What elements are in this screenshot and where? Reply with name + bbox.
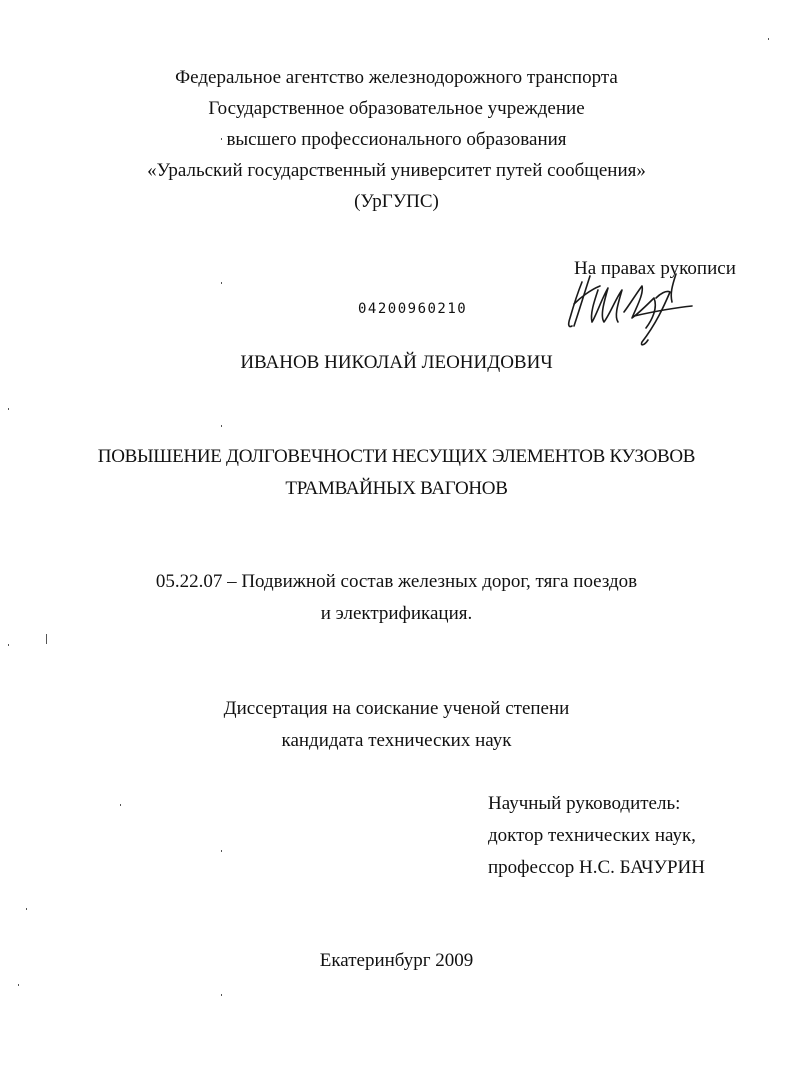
scan-speck <box>120 804 121 806</box>
supervisor-name: профессор Н.С. БАЧУРИН <box>488 857 705 878</box>
scan-speck <box>221 282 222 284</box>
author-name: ИВАНОВ НИКОЛАЙ ЛЕОНИДОВИЧ <box>240 352 553 373</box>
registration-number: 04200960210 <box>358 301 468 317</box>
scan-speck <box>221 425 222 427</box>
degree-line-2: кандидата технических наук <box>281 730 512 751</box>
dissertation-title-line-1: ПОВЫШЕНИЕ ДОЛГОВЕЧНОСТИ НЕСУЩИХ ЭЛЕМЕНТОВ КУЗОВОВ <box>97 446 696 467</box>
manuscript-rights-note: На правах рукописи <box>574 258 736 279</box>
handwritten-signature <box>560 268 710 350</box>
scan-speck <box>26 908 27 910</box>
scan-speck <box>221 138 222 140</box>
scan-speck <box>221 850 222 852</box>
scan-speck <box>18 984 19 986</box>
institution-type-line: Государственное образовательное учреждение <box>208 98 585 119</box>
supervisor-degree: доктор технических наук, <box>488 825 696 846</box>
university-name-line: «Уральский государственный университет путей сообщения» <box>147 160 646 181</box>
agency-line: Федеральное агентство железнодорожного транспорта <box>175 67 618 88</box>
education-level-line: высшего профессионального образования <box>226 129 567 150</box>
scan-speck <box>46 634 47 644</box>
scan-speck <box>221 994 222 996</box>
university-abbreviation: (УрГУПС) <box>354 191 439 212</box>
specialty-line-1: 05.22.07 – Подвижной состав железных дорог, тяга поездов <box>155 571 638 592</box>
scan-speck <box>8 408 9 410</box>
specialty-line-2: и электрификация. <box>320 603 473 624</box>
city-year: Екатеринбург 2009 <box>319 950 474 971</box>
degree-line-1: Диссертация на соискание ученой степени <box>223 698 570 719</box>
scan-speck <box>768 38 769 40</box>
supervisor-label: Научный руководитель: <box>488 793 681 814</box>
scan-speck <box>8 644 9 646</box>
dissertation-title-line-2: ТРАМВАЙНЫХ ВАГОНОВ <box>285 478 508 499</box>
